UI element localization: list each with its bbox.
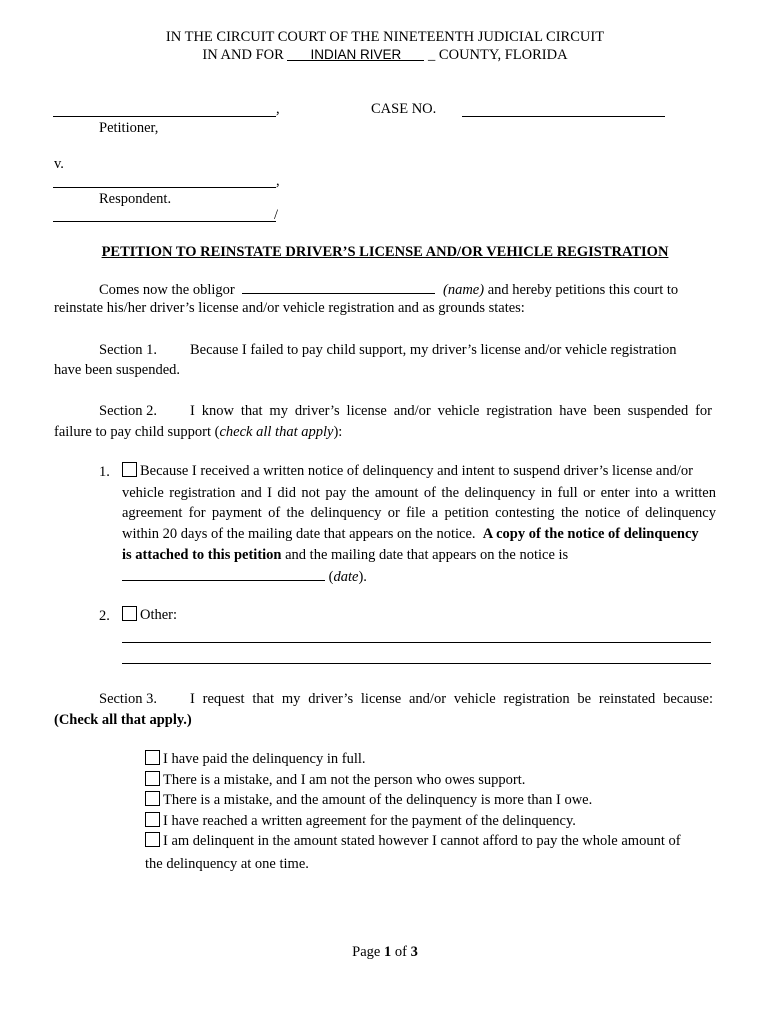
petitioner-label: Petitioner, xyxy=(99,120,159,136)
respondent-label: Respondent. xyxy=(99,191,172,207)
section3-text2: (Check all that apply.) xyxy=(54,712,192,728)
county-value: INDIAN RIVER xyxy=(310,47,402,62)
item2-checkbox[interactable] xyxy=(122,606,137,621)
page-footer xyxy=(0,943,770,961)
obligor-name-field[interactable] xyxy=(242,279,435,294)
option5-continuation: the delinquency at one time. xyxy=(145,856,309,872)
item1-date-row: (date). xyxy=(122,566,367,586)
other-line-2[interactable] xyxy=(122,663,711,664)
option-not-obligor xyxy=(145,771,525,789)
petition-title: PETITION TO REINSTATE DRIVER’S LICENSE AND/OR VEHICLE REGISTRATION xyxy=(101,244,669,260)
item1-line5-bold: is attached to this petition xyxy=(122,547,282,563)
option-written-agreement xyxy=(145,812,576,830)
page-number: 1 xyxy=(383,944,392,960)
option5-label: I am delinquent in the amount stated however I cannot afford to pay the whole amount of xyxy=(163,833,681,849)
item2-row xyxy=(122,606,177,624)
item1-row xyxy=(122,462,693,480)
intro-line2: reinstate his/her driver’s license and/or vehicle registration and as grounds states: xyxy=(54,300,525,316)
case-no-label: CASE NO. xyxy=(371,101,437,117)
respondent-name-line[interactable] xyxy=(53,187,276,188)
item1-number: 1. xyxy=(99,464,110,480)
option3-checkbox[interactable] xyxy=(145,791,160,806)
item1-line3: agreement for payment of the delinquency or file a petition contesting the notice of delinquency xyxy=(122,505,716,521)
item1-line4 xyxy=(122,525,699,543)
option4-label: I have reached a written agreement for the payment of the delinquency. xyxy=(163,813,576,829)
section1-text1: Because I failed to pay child support, my driver’s license and/or vehicle registration xyxy=(190,342,677,358)
item1-line5-normal: and the mailing date that appears on the notice is xyxy=(285,547,569,563)
intro-part2: and hereby petitions this court to xyxy=(487,282,679,298)
other-line-1[interactable] xyxy=(122,642,711,643)
option1-checkbox[interactable] xyxy=(145,750,160,765)
option-amount-wrong xyxy=(145,791,592,809)
intro-part1: Comes now the obligor xyxy=(99,282,235,298)
option5-checkbox[interactable] xyxy=(145,832,160,847)
versus-label: v. xyxy=(54,156,64,172)
petitioner-comma: , xyxy=(276,101,280,117)
section2-text2-italic: check all that apply xyxy=(219,424,334,440)
item1-line4-normal: within 20 days of the mailing date that appears on the notice. xyxy=(122,526,476,542)
item2-number: 2. xyxy=(99,608,110,624)
option2-checkbox[interactable] xyxy=(145,771,160,786)
notice-date-field[interactable] xyxy=(122,566,325,581)
section1-label: Section 1. xyxy=(99,342,157,358)
item1-line1: Because I received a written notice of delinquency and intent to suspend driver’s license and/or xyxy=(140,463,693,479)
section3-label: Section 3. xyxy=(99,691,157,707)
caption-slash: / xyxy=(274,207,279,223)
item1-line2: vehicle registration and I did not pay the amount of the delinquency in full or enter into a written xyxy=(122,485,716,501)
page-word: Page xyxy=(352,944,381,960)
option-cannot-afford xyxy=(145,832,681,850)
county-prefix: IN AND FOR xyxy=(202,47,284,63)
caption-close-line xyxy=(53,221,276,222)
section2-text2-prefix: failure to pay child support ( xyxy=(54,424,220,440)
county-suffix: _ COUNTY, FLORIDA xyxy=(428,47,568,63)
court-header-line1: IN THE CIRCUIT COURT OF THE NINETEENTH JUDICIAL CIRCUIT xyxy=(165,29,605,45)
section3-text1: I request that my driver’s license and/or vehicle registration be reinstated because: xyxy=(190,691,713,707)
item1-line5 xyxy=(122,546,568,564)
section2-text2 xyxy=(54,423,342,441)
option4-checkbox[interactable] xyxy=(145,812,160,827)
section1-text2: have been suspended. xyxy=(54,362,181,378)
option3-label: There is a mistake, and the amount of the delinquency is more than I owe. xyxy=(163,792,593,808)
respondent-comma: , xyxy=(276,173,280,189)
item2-label: Other: xyxy=(140,607,178,623)
option-paid-in-full xyxy=(145,750,366,768)
section2-label: Section 2. xyxy=(99,403,157,419)
item1-line4-bold: A copy of the notice of delinquency xyxy=(482,526,699,542)
court-header-line2 xyxy=(0,46,770,64)
intro-line1 xyxy=(99,279,678,299)
case-no-line[interactable] xyxy=(462,116,665,117)
name-hint: (name) xyxy=(442,282,485,298)
option2-label: There is a mistake, and I am not the person who owes support. xyxy=(163,772,526,788)
of-word: of xyxy=(394,944,407,960)
county-field[interactable] xyxy=(287,46,424,61)
page-total: 3 xyxy=(410,944,418,960)
date-hint: date xyxy=(333,569,359,585)
item1-checkbox[interactable] xyxy=(122,462,137,477)
section2-text1: I know that my driver’s license and/or vehicle registration have been suspended for xyxy=(190,403,712,419)
section2-text2-suffix: ): xyxy=(333,424,343,440)
option1-label: I have paid the delinquency in full. xyxy=(163,751,366,767)
petitioner-name-line[interactable] xyxy=(53,116,276,117)
